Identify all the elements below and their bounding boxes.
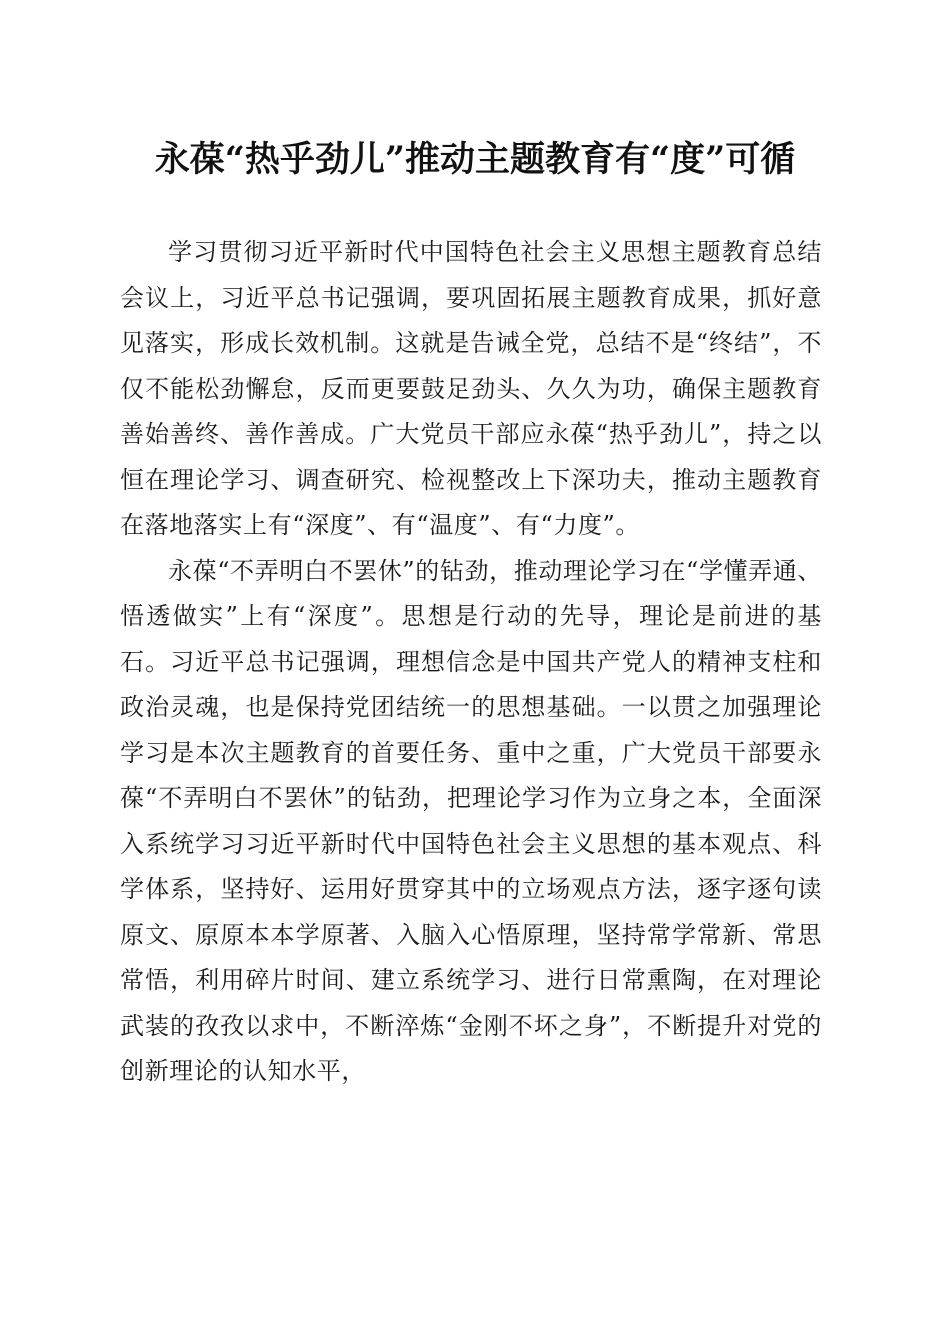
paragraph-theory-study: 永葆“不弄明白不罢休”的钻劲，推动理论学习在“学懂弄通、悟透做实”上有“深度”。思想是行动的先导，理论是前进的基石。习近平总书记强调，理想信念是中国共产党人的精神支柱和政治灵魂，也是保持党团结统一的思想基础。一以贯之加强理论学习是本次主题教育的首要任务、重中之重，广大党员干部要永葆“不弄明白不罢休”的钻劲，把理论学习作为立身之本，全面深入系统学习习近平新时代中国特色社会主义思想的基本观点、科学体系，坚持好、运用好贯穿其中的立场观点方法，逐字逐句读原文、原原本本学原著、入脑入心悟原理，坚持常学常新、常思常悟，利用碎片时间、建立系统学习、进行日常熏陶，在对理论武装的孜孜以求中，不断淬炼“金刚不坏之身”，不断提升对党的创新理论的认知水平， — [120, 556, 822, 1085]
document-body — [120, 230, 822, 1095]
document-title: 永葆“热乎劲儿”推动主题教育有“度”可循 — [154, 139, 796, 180]
paragraph-intro: 学习贯彻习近平新时代中国特色社会主义思想主题教育总结会议上，习近平总书记强调，要巩固拓展主题教育成果，抓好意见落实，形成长效机制。这就是告诫全党，总结不是“终结”，不仅不能松劲懈怠，反而更要鼓足劲头、久久为功，确保主题教育善始善终、善作善成。广大党员干部应永葆“热乎劲儿”，持之以恒在理论学习、调查研究、检视整改上下深功夫，推动主题教育在落地落实上有“深度”、有“温度”、有“力度”。 — [120, 238, 822, 539]
